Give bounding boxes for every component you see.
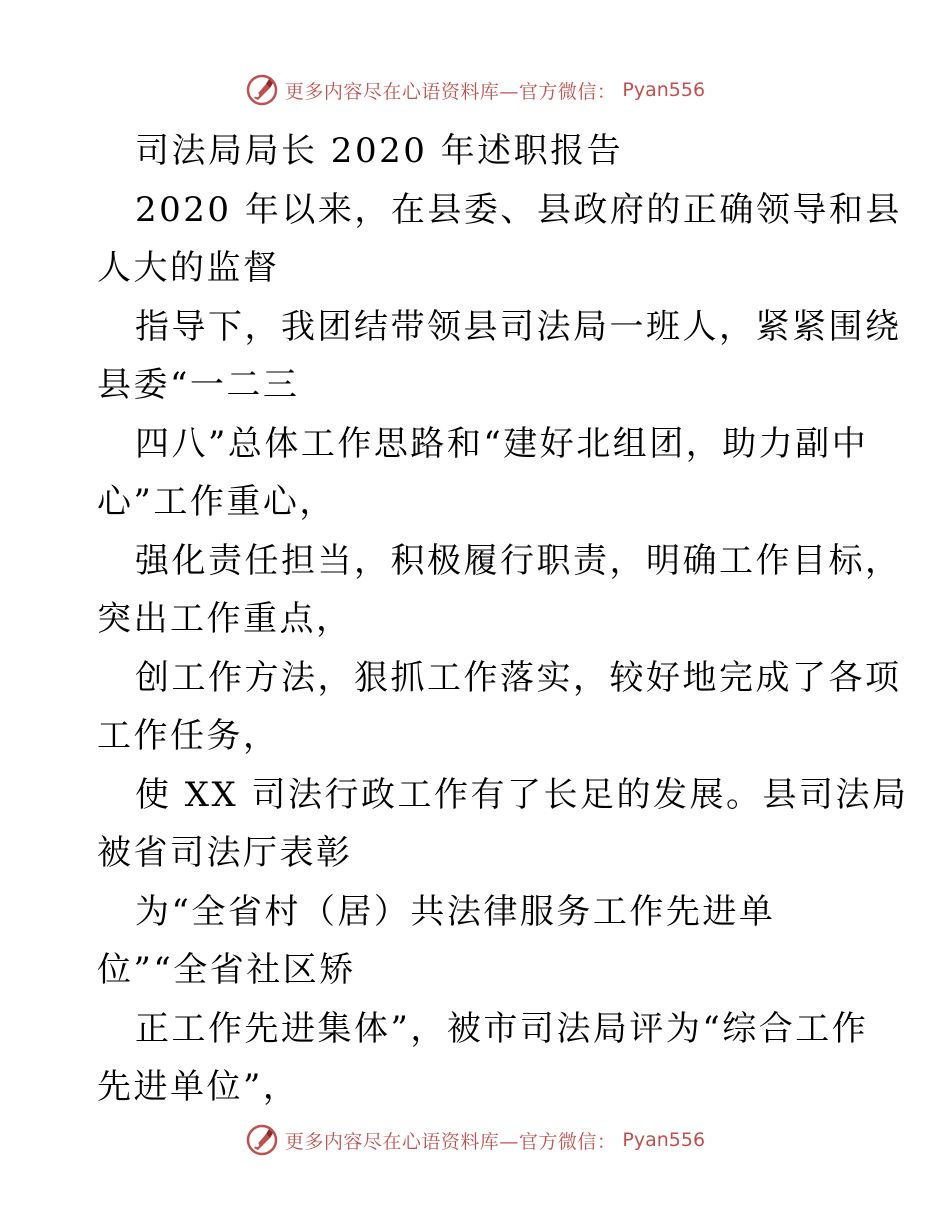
paragraph-line: 心”工作重心， xyxy=(97,482,336,522)
paragraph-line: 2020 年以来，在县委、县政府的正确领导和县 xyxy=(135,189,902,230)
header-banner xyxy=(0,70,950,110)
paragraph-line: 使 XX 司法行政工作有了长足的发展。县司法局 xyxy=(135,774,909,815)
banner-text: 更多内容尽在心语资料库—官方微信： xyxy=(284,1130,617,1153)
paragraph-line: 位”“全省社区矫 xyxy=(97,950,356,990)
paragraph-line: 被省司法厅表彰 xyxy=(97,833,353,873)
document-body xyxy=(97,122,909,1117)
paragraph-line: 正工作先进集体”，被市司法局评为“综合工作 xyxy=(135,1008,869,1049)
paragraph-line: 突出工作重点， xyxy=(97,599,353,639)
pen-nib-logo-icon xyxy=(245,73,279,107)
paragraph-line: 创工作方法，狠抓工作落实，较好地完成了各项 xyxy=(135,657,902,698)
banner-wechat-id: Pyan556 xyxy=(622,79,706,101)
banner-text: 更多内容尽在心语资料库—官方微信： xyxy=(284,80,617,103)
paragraph-line: 县委“一二三 xyxy=(97,365,300,405)
pen-nib-logo-icon xyxy=(245,1123,279,1157)
banner-wechat-id: Pyan556 xyxy=(622,1129,706,1151)
paragraph-line: 人大的监督 xyxy=(97,248,280,288)
paragraph-line: 先进单位”， xyxy=(97,1067,300,1107)
document-title: 司法局局长 2020 年述职报告 xyxy=(135,131,624,171)
paragraph-line: 工作任务， xyxy=(97,716,280,756)
paragraph-line: 四八”总体工作思路和“建好北组团，助力副中 xyxy=(135,423,869,464)
paragraph-line: 为“全省村（居）共法律服务工作先进单 xyxy=(135,891,776,932)
footer-banner xyxy=(0,1120,950,1160)
paragraph-line: 指导下，我团结带领县司法局一班人，紧紧围绕 xyxy=(135,306,902,347)
paragraph-line: 强化责任担当，积极履行职责，明确工作目标， xyxy=(135,540,902,581)
